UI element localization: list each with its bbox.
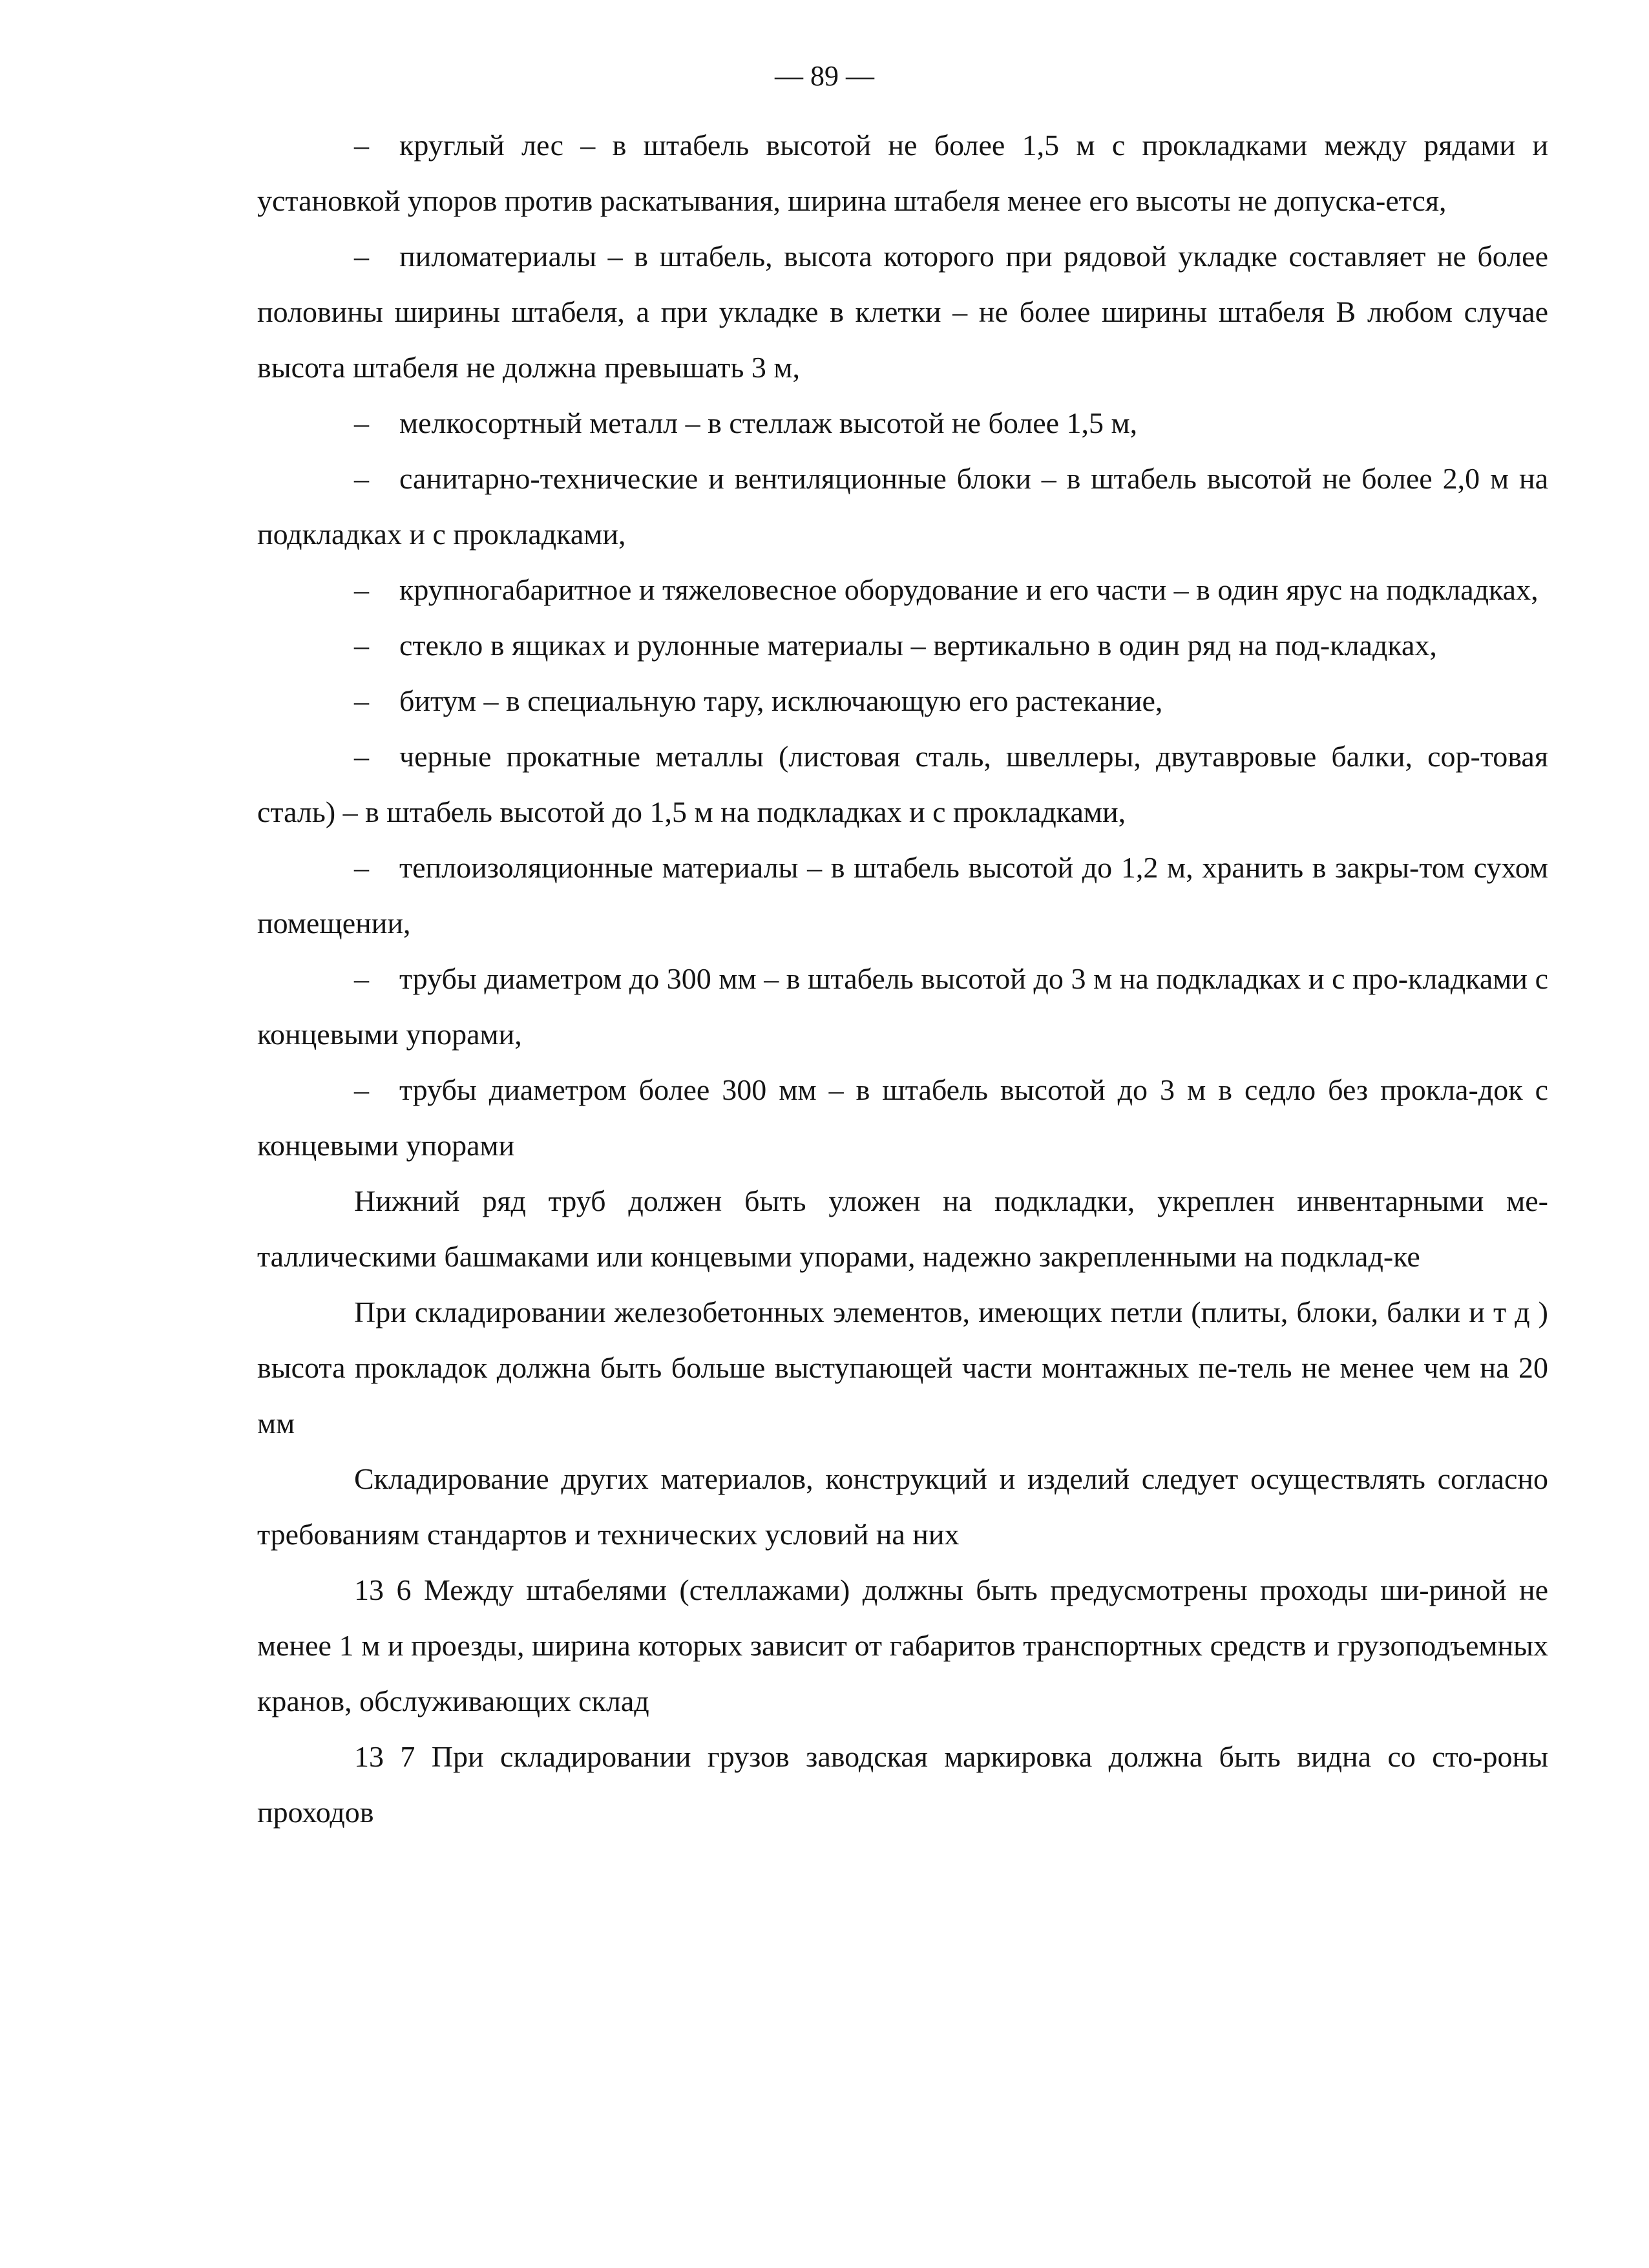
list-dash: –	[354, 406, 369, 439]
list-item-text: стекло в ящиках и рулонные материалы – вертикально в один ряд на под-кладках,	[399, 629, 1437, 662]
list-item-text: трубы диаметром до 300 мм – в штабель высотой до 3 м на подкладках и с про-кладками с концевыми упорами,	[257, 962, 1548, 1051]
list-item-text: битум – в специальную тару, исключающую его растекание,	[399, 684, 1163, 717]
list-dash: –	[354, 684, 369, 717]
paragraph: 13 6 Между штабелями (стеллажами) должны быть предусмотрены проходы ши-риной не менее 1 м и проезды, ширина которых зависит от габаритов транспортных средств и грузоподъемных кранов, обслуживающих склад	[257, 1573, 1548, 1717]
list-item	[257, 1062, 1548, 1173]
list-item-text: крупногабаритное и тяжеловесное оборудование и его части – в один ярус на подкладках,	[399, 573, 1539, 606]
list-dash: –	[354, 129, 369, 162]
list-dash: –	[354, 1073, 369, 1106]
page-number: — 89 —	[775, 60, 874, 92]
list-item-text: трубы диаметром более 300 мм – в штабель высотой до 3 м в седло без прокла-док с концевыми упорами	[257, 1073, 1548, 1162]
list-item-text: пиломатериалы – в штабель, высота которого при рядовой укладке составляет не более половины ширины штабеля, а при укладке в клетки – не более ширины штабеля В любом случае высота штабеля не должна превышать 3 м,	[257, 240, 1548, 384]
list-dash: –	[354, 573, 369, 606]
list-dash: –	[354, 462, 369, 495]
list-dash: –	[354, 962, 369, 995]
list-item	[257, 673, 1548, 729]
list-item	[257, 840, 1548, 951]
list-dash: –	[354, 629, 369, 662]
list-item-text: мелкосортный металл – в стеллаж высотой не более 1,5 м,	[399, 406, 1138, 439]
paragraph: Складирование других материалов, конструкций и изделий следует осуществлять согласно требованиям стандартов и технических условий на них	[257, 1462, 1548, 1551]
list-item-text: теплоизоляционные материалы – в штабель высотой до 1,2 м, хранить в закры-том сухом помещении,	[257, 851, 1548, 940]
paragraph: 13 7 При складировании грузов заводская маркировка должна быть видна со сто-роны проходов	[257, 1740, 1548, 1829]
document-body	[257, 118, 1548, 1840]
list-item	[257, 118, 1548, 229]
list-item	[257, 229, 1548, 395]
list-dash: –	[354, 740, 369, 773]
list-item	[257, 562, 1548, 618]
list-item-text: санитарно-технические и вентиляционные блоки – в штабель высотой не более 2,0 м на подкладках и с прокладками,	[257, 462, 1548, 551]
paragraph: При складировании железобетонных элементов, имеющих петли (плиты, блоки, балки и т д ) высота прокладок должна быть больше выступающей части монтажных пе-тель не менее чем на 20 мм	[257, 1296, 1548, 1440]
list-item	[257, 729, 1548, 840]
list-item-text: круглый лес – в штабель высотой не более 1,5 м с прокладками между рядами и установкой упоров против раскатывания, ширина штабеля менее его высоты не допуска-ется,	[257, 129, 1548, 217]
list-item	[257, 951, 1548, 1062]
paragraph: Нижний ряд труб должен быть уложен на подкладки, укреплен инвентарными ме-таллическими башмаками или концевыми упорами, надежно закрепленными на подклад-ке	[257, 1184, 1548, 1273]
list-item	[257, 395, 1548, 451]
list-dash: –	[354, 240, 369, 273]
list-item-text: черные прокатные металлы (листовая сталь, швеллеры, двутавровые балки, сор-товая сталь) – в штабель высотой до 1,5 м на подкладках и с прокладками,	[257, 740, 1548, 828]
list-item	[257, 618, 1548, 673]
list-item	[257, 451, 1548, 562]
list-dash: –	[354, 851, 369, 884]
